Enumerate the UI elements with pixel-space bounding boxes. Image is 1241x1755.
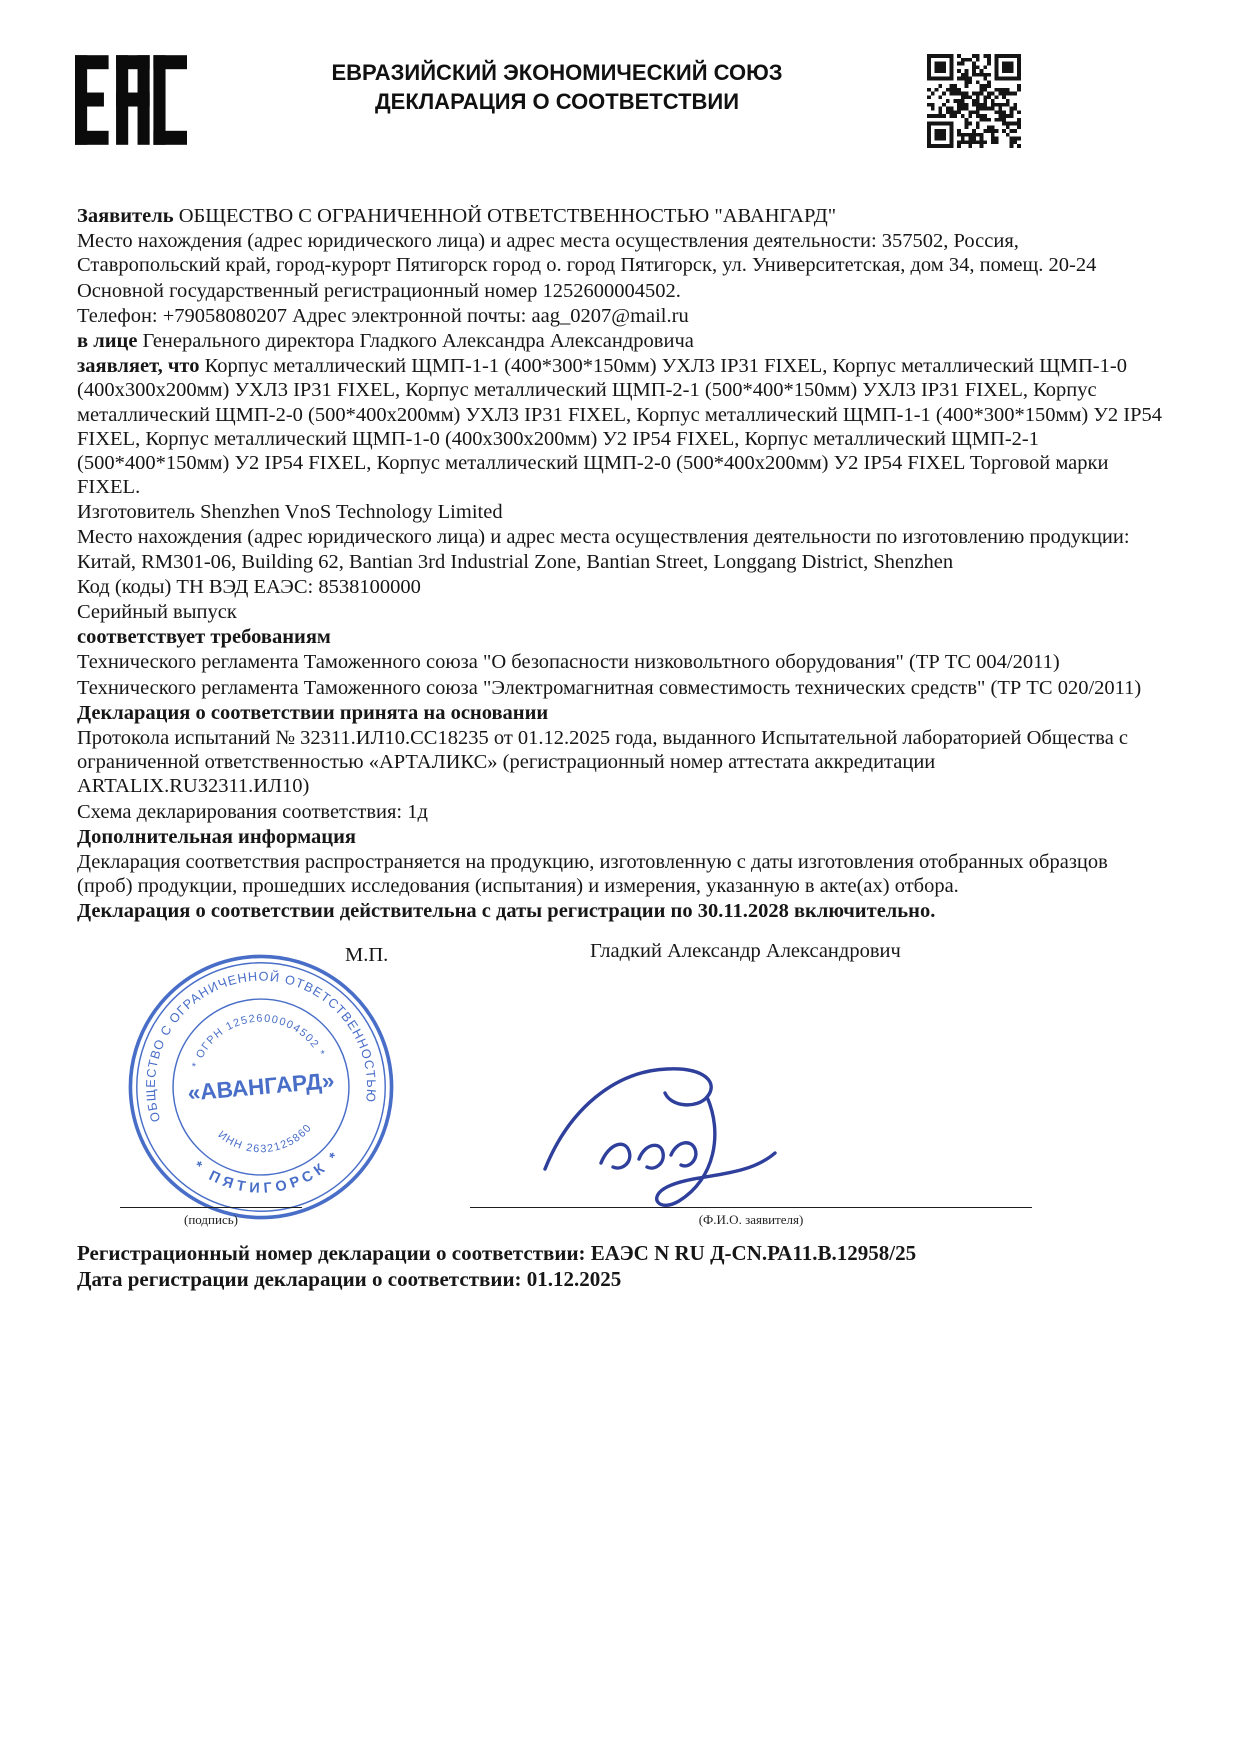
serial-line: Серийный выпуск [77, 601, 237, 623]
stamp-ogrn-arc-text: * ОГРН 1252600004502 * [189, 1013, 328, 1070]
signature-scribble [517, 1049, 827, 1214]
document-header [0, 0, 1241, 148]
manufacturer-line [77, 500, 1164, 524]
regulation-2: Технического регламента Таможенного союза "Электромагнитная совместимость технических средств" (ТР ТС 020/2011) [77, 676, 1142, 699]
fio-caption: (Ф.И.О. заявителя) [698, 1212, 804, 1228]
stamp-outer-arc-text: ОБЩЕСТВО С ОГРАНИЧЕННОЙ ОТВЕТСТВЕННОСТЬЮ [143, 969, 379, 1125]
applicant-line [77, 204, 1164, 228]
scheme-line: Схема декларирования соответствия: 1д [77, 800, 428, 823]
validity-line: Декларация о соответствии действительна с даты регистрации по 30.11.2028 включительно. [77, 900, 936, 923]
applicant-contacts: Телефон: +79058080207 Адрес электронной почты: aag_0207@mail.ru [77, 304, 689, 327]
products-paragraph [77, 354, 1164, 499]
basis-heading: Декларация о соответствии принята на основании [77, 701, 549, 724]
representative-line [77, 329, 1164, 353]
tnved-line: Код (коды) ТН ВЭД ЕАЭС: 8538100000 [77, 575, 421, 598]
representative-name: Генерального директора Гладкого Александра Александровича [142, 329, 694, 352]
qr-code-icon [927, 54, 1021, 148]
applicant-address: Место нахождения (адрес юридического лица) и адрес места осуществления деятельности: 357502, Россия, Ставропольский край, город-курорт Пятигорск город о. город Пятигорск, ул. Университетская, дом 34, помещ. 20-24 [77, 230, 1097, 277]
stamp-city-arc-text: * ПЯТИГОРСК * [190, 1147, 346, 1198]
signer-name: Гладкий Александр Александрович [590, 940, 901, 963]
fio-line [470, 1207, 1032, 1208]
complies-heading: соответствует требованиям [77, 626, 331, 649]
stamp-center-name: «АВАНГАРД» [186, 1067, 336, 1107]
products-list: Корпус металлический ЩМП-1-1 (400*300*150мм) УХЛ3 IP31 FIXEL, Корпус металлический ЩМП-1-0 (400х300х200мм) УХЛ3 IP31 FIXEL, Корпус металлический ЩМП-2-1 (500*400*150мм) УХЛ3 IP31 FIXEL, Корпус металлический ЩМП-2-0 (500*400х200мм) УХЛ3 IP31 FIXEL, Корпус металлический ЩМП-1-1 (400*300*150мм) У2 IP54 FIXEL, Корпус металлический ЩМП-1-0 (400х300х200мм) У2 IP54 FIXEL, Корпус металлический ЩМП-2-1 (500*400*150мм) У2 IP54 FIXEL, Корпус металлический ЩМП-2-0 (500*400х200мм) У2 IP54 FIXEL Торговой марки FIXEL. [77, 355, 1162, 499]
basis-text: Протокола испытаний № 32311.ИЛ10.СС18235 от 01.12.2025 года, выданного Испытательной лабораторией Общества с ограниченной ответственностью «АРТАЛИКС» (регистрационный номер аттестата аккредитации ARTALIX.RU32311.ИЛ10) [77, 726, 1129, 798]
svg-text:ИНН 2632125860 [215, 1121, 317, 1160]
manufacturer-address: Место нахождения (адрес юридического лица) и адрес места осуществления деятельности по изготовлению продукции: Китай, RM301-06, Building 62, Bantian 3rd Industrial Zone, Bantian Street, Longgang District, Shenzhen [77, 526, 1130, 573]
applicant-label: Заявитель [77, 205, 174, 227]
stamp-inn-arc-text: ИНН 2632125860 [215, 1121, 315, 1156]
declares-label: заявляет, что [77, 355, 200, 378]
signing-block [77, 931, 1164, 1241]
regulation-1: Технического регламента Таможенного союза "О безопасности низковольтного оборудования" (ТР ТС 004/2011) [77, 651, 1060, 674]
additional-heading: Дополнительная информация [77, 825, 356, 848]
manufacturer-label: Изготовитель [77, 501, 196, 524]
additional-text: Декларация соответствия распространяется на продукцию, изготовленную с даты изготовления отобранных образцов (проб) продукции, прошедших исследования (испытания) и измерения, указанную в акте(ах) отбора. [77, 850, 1108, 898]
registration-date-line: Дата регистрации декларации о соответствии: 01.12.2025 [77, 1267, 622, 1292]
manufacturer-name: Shenzhen VnoS Technology Limited [200, 501, 503, 524]
stamp-place-label: М.П. [345, 944, 389, 967]
registration-number-line: Регистрационный номер декларации о соответствии: ЕАЭС N RU Д-CN.РА11.В.12958/25 [77, 1241, 917, 1266]
representative-label: в лице [77, 329, 138, 352]
eac-logo-icon [75, 52, 187, 148]
signature-caption: (подпись) [184, 1212, 238, 1228]
doc-title: ДЕКЛАРАЦИЯ О СООТВЕТСТВИИ [374, 89, 740, 115]
signature-line [120, 1207, 302, 1208]
applicant-ogrn: Основной государственный регистрационный номер 1252600004502. [77, 279, 681, 302]
applicant-name: ОБЩЕСТВО С ОГРАНИЧЕННОЙ ОТВЕТСТВЕННОСТЬЮ "АВАНГАРД" [178, 205, 837, 227]
document-body [0, 148, 1241, 1292]
document-title-block [187, 52, 927, 116]
union-name: ЕВРАЗИЙСКИЙ ЭКОНОМИЧЕСКИЙ СОЮЗ [331, 60, 783, 85]
company-stamp [114, 940, 409, 1235]
